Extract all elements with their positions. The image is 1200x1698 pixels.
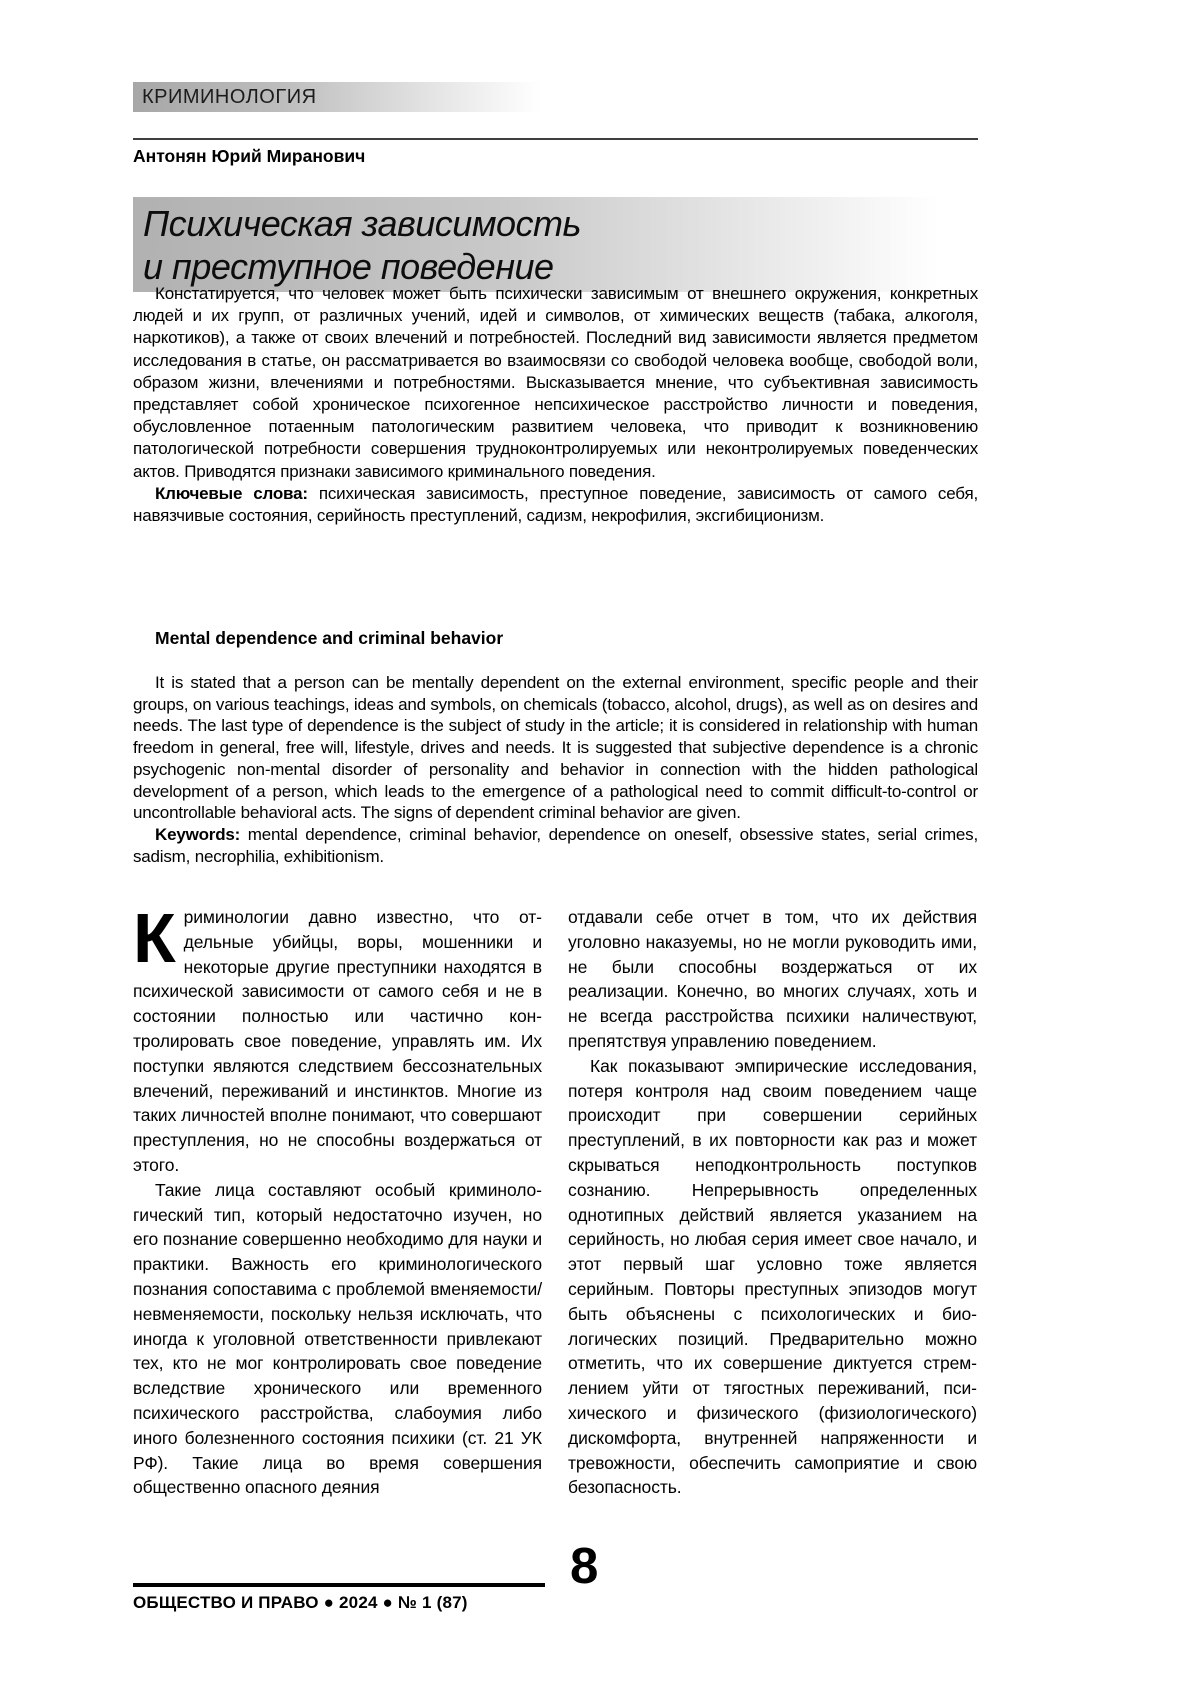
abstract-english-heading: Mental dependence and criminal behavior xyxy=(155,628,504,648)
abstract-english-text: It is stated that a person can be mentally dependent on the external environment, specific people and their groups, on various teachings, ideas and symbols, on chemicals (tobacco, alcohol, drugs), as well as on desires and needs. The last type of dependence is the subject of study in the article; it is considered in relationship with human freedom in general, free will, lifestyle, drives and needs. It is suggested that subjective dependence is a chronic psychogenic non-mental disorder of personality and behavior in connection with the hidden pathological development of a person, which leads to the emergence of a pathological need to commit difficult-to-control or uncontrollable behavioral acts. The signs of dependent criminal behavior are given. xyxy=(133,673,978,823)
journal-section-bar xyxy=(133,82,558,112)
drop-cap: К xyxy=(133,899,176,977)
right-column xyxy=(568,905,977,1500)
keywords-english-label: Keywords: xyxy=(155,824,241,844)
article-title-line-1: Психическая зависимость xyxy=(143,203,581,244)
section-label: КРИМИНОЛОГИЯ xyxy=(142,85,317,108)
page-number: 8 xyxy=(570,1537,599,1594)
footer-rule xyxy=(133,1583,545,1587)
journal-footer: ОБЩЕСТВО И ПРАВО ● 2024 ● № 1 (87) xyxy=(133,1593,468,1612)
keywords-russian-label: Ключевые слова: xyxy=(155,483,308,503)
keywords-english-text: mental dependence, criminal behavior, dependence on oneself, obsessive states, serial crimes, sadism, necrophilia, exhibitionism. xyxy=(133,824,978,866)
keywords-russian xyxy=(133,483,978,527)
body-paragraph-1-text: риминологии давно известно, что отдельные убийцы, воры, мошенники и некоторые другие преступники находятся в психической зависимости от самого себя и не в состоянии полностью или частично контролировать свое поведение, управлять им. Их поступки являются следствием бессознательных влечений, переживаний и инстинктов. Многие из таких личностей вполне понимают, что совершают преступления, но не способны воздержаться от этого. xyxy=(133,907,542,1175)
body-paragraph-3: отдавали себе отчет в том, что их действия уголовно наказуемы, но не могли руководить ими, не были способны воздержаться от их реализации. Конечно, во многих случаях, хоть и не всегда расстройства психики наличествуют, препятствуя управлению поведением. xyxy=(568,907,977,1051)
body-columns xyxy=(133,899,978,1500)
body-paragraph-2: Такие лица составляют особый криминологический тип, который недостаточно изучен, но его познание совершенно необходимо для науки и практики. Важность его криминологического познания сопоставима с проблемой вменяемости/невменяемости, поскольку нельзя исключать, что иногда к уголовной ответственности привлекают тех, кто не мог контролировать свое поведение вследствие хронического или временного психического расстройства, слабоумия либо иного болезненного состояния психики (ст. 21 УК РФ). Такие лица во время совершения общественно опасного деяния xyxy=(133,1179,543,1498)
article-title-line-2: и преступное поведение xyxy=(143,246,554,287)
abstract-russian xyxy=(133,283,978,527)
abstract-russian-text: Констатируется, что человек может быть психически зависимым от внешнего окружения, конкретных людей и их групп, от различных учений, идей и символов, от химических веществ (табака, алкоголя, наркотиков), а также от своих влечений и потребностей. Последний вид зависимости является предметом исследования в статье, он рассматривается во взаимосвязи со свободой человека вообще, свободой воли, образом жизни, влечениями и потребностями. Высказывается мнение, что субъективная зависимость представляет собой хроническое психогенное непсихическое расстройство личности и поведения, обусловленное потаенным патологическим развитием человека, что приводит к возникновению патологической потребности совершения трудноконтролируемых или неконтролируемых поведенческих актов. Приводятся признаки зависимого криминального поведения. xyxy=(133,284,978,481)
body-paragraph-4: Как показывают эмпирические исследования, потеря контроля над своим поведением чаще происходит при совершении серийных преступлений, в их повторности как раз и может скрываться неподконтрольность поступков сознанию. Непрерывность определенных однотипных действий является указанием на серийность, но любая серия имеет свое начало, и этот первый шаг условно тоже является серийным. Повторы преступных эпизодов могут быть объяснены с психологических и биологических позиций. Предварительно можно отметить, что их совершение диктуется стремлением уйти от тягостных переживаний, психического и физического (физиологического) дискомфорта, внутренней напряженности и тревожности, обеспечить самоприятие и свою безопасность. xyxy=(568,1055,977,1498)
abstract-english xyxy=(133,672,978,867)
author-name: Антонян Юрий Миранович xyxy=(133,146,366,166)
left-column xyxy=(133,899,543,1500)
body-paragraph-1 xyxy=(133,899,542,1178)
keywords-english xyxy=(133,824,978,867)
header-rule xyxy=(133,138,978,140)
article-title-block xyxy=(133,197,965,292)
keywords-russian-text: психическая зависимость, преступное поведение, зависимость от самого себя, навязчивые состояния, серийность преступлений, садизм, некрофилия, эксгибиционизм. xyxy=(133,483,978,526)
